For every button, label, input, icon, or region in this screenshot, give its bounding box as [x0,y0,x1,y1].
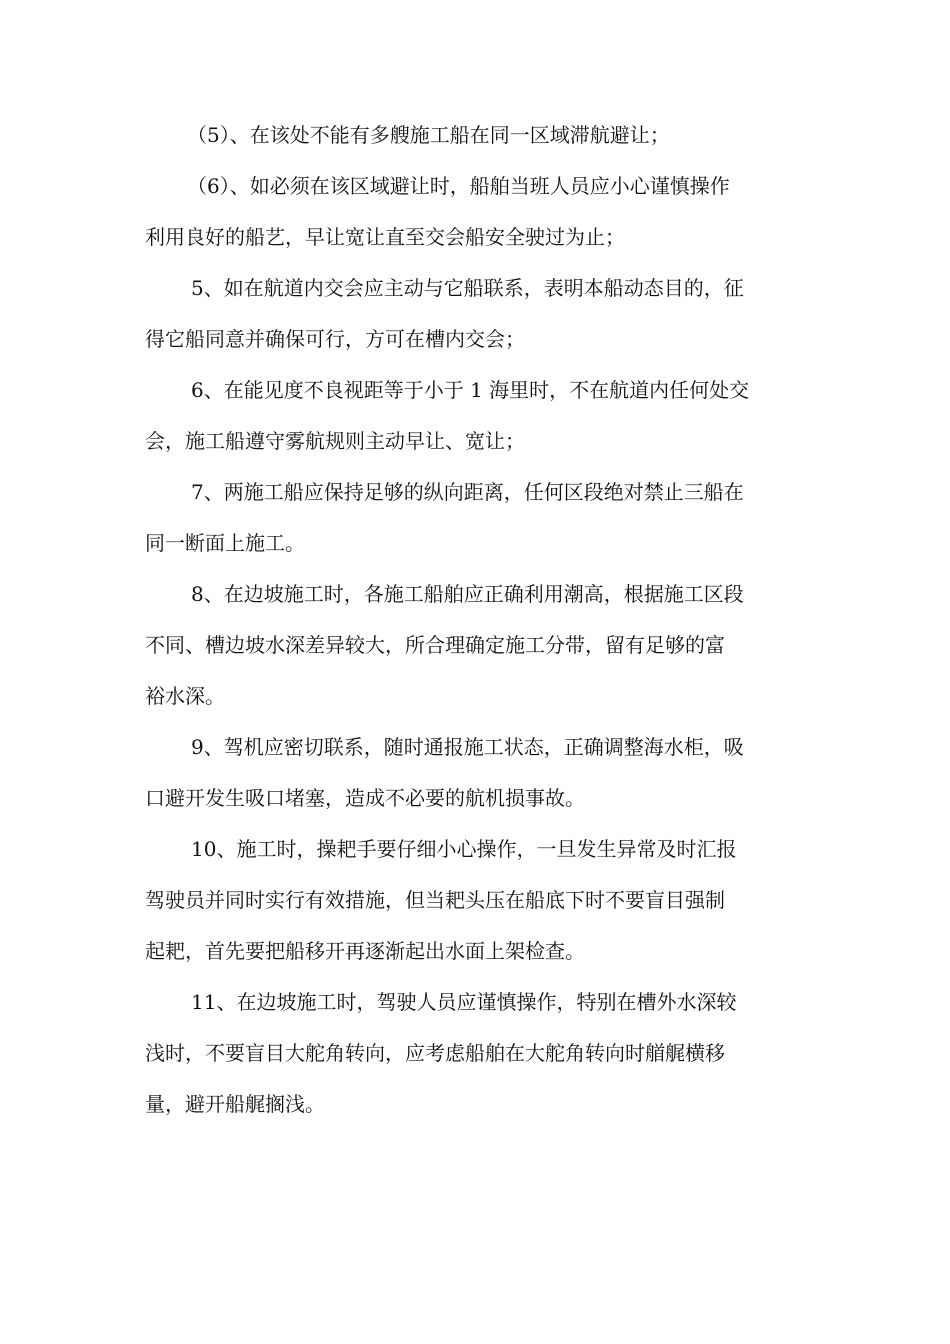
paragraph-line: 驾驶员并同时实行有效措施，但当耙头压在船底下时不要盲目强制 [145,888,725,912]
paragraph-line: 9、驾机应密切联系，随时通报施工状态，正确调整海水柜，吸 [191,735,744,759]
paragraph-line: 10、施工时，操耙手要仔细小心操作，一旦发生异常及时汇报 [191,837,737,861]
paragraph-line: （6）、如必须在该区域避让时，船舶当班人员应小心谨慎操作 [187,174,730,198]
paragraph-line: 量，避开船艉搁浅。 [145,1092,325,1116]
paragraph-line: （5）、在该处不能有多艘施工船在同一区域滞航避让； [187,123,670,147]
paragraph-line: 裕水深。 [145,684,225,708]
paragraph-line: 同一断面上施工。 [145,531,305,555]
paragraph-line: 浅时，不要盲目大舵角转向，应考虑船舶在大舵角转向时艏艉横移 [145,1041,725,1065]
paragraph-line: 11、在边坡施工时，驾驶人员应谨慎操作，特别在槽外水深较 [191,990,737,1014]
paragraph-line: 6、在能见度不良视距等于小于 1 海里时，不在航道内任何处交 [191,378,750,402]
paragraph-line: 起耙，首先要把船移开再逐渐起出水面上架检查。 [145,939,585,963]
paragraph-line: 不同、槽边坡水深差异较大，所合理确定施工分带，留有足够的富 [145,633,725,657]
paragraph-line: 7、两施工船应保持足够的纵向距离，任何区段绝对禁止三船在 [191,480,744,504]
paragraph-line: 5、如在航道内交会应主动与它船联系，表明本船动态目的，征 [191,276,744,300]
paragraph-line: 利用良好的船艺，早让宽让直至交会船安全驶过为止； [145,225,625,249]
paragraph-line: 得它船同意并确保可行，方可在槽内交会； [145,327,525,351]
paragraph-line: 口避开发生吸口堵塞，造成不必要的航机损事故。 [145,786,585,810]
paragraph-line: 8、在边坡施工时，各施工船舶应正确利用潮高，根据施工区段 [191,582,744,606]
paragraph-line: 会，施工船遵守雾航规则主动早让、宽让； [145,429,525,453]
document-body [145,110,805,1130]
